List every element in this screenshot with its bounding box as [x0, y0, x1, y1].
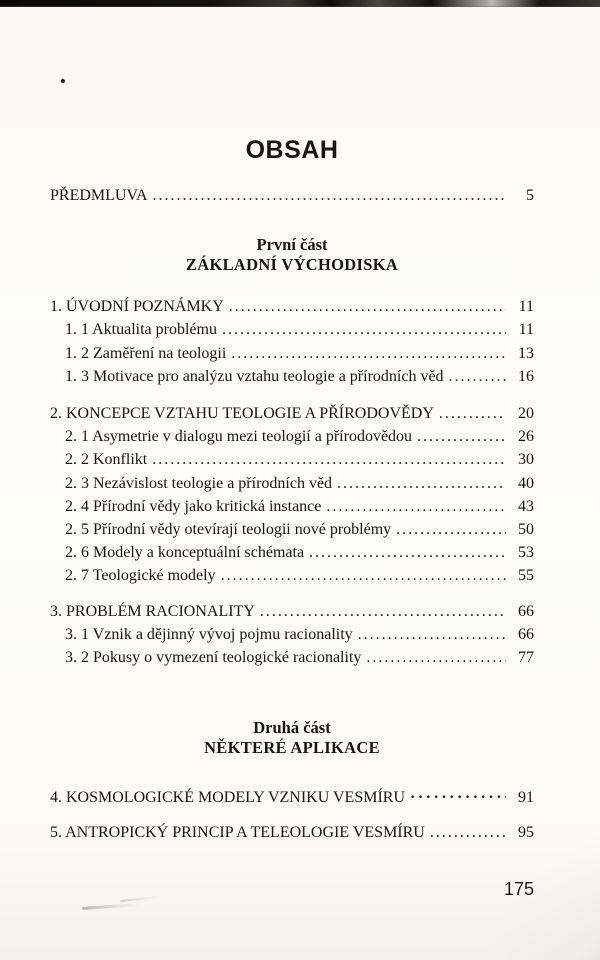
dot-leader — [222, 318, 506, 341]
toc-entry-label: 2. 5 Přírodní vědy otevírají teologii nové problémy — [65, 521, 392, 539]
dot-leader — [231, 342, 506, 365]
dot-leader — [396, 518, 506, 541]
toc-entry-page: 11 — [518, 321, 534, 339]
toc-entry-page: 66 — [518, 602, 534, 620]
toc-entry-page: 30 — [518, 451, 534, 469]
toc-entry-page: 40 — [518, 474, 534, 492]
toc-entry-preface — [50, 184, 534, 207]
toc-entry-label: 1. 2 Zaměření na teologii — [65, 344, 227, 362]
toc-entry-label: 4. KOSMOLOGICKÉ MODELY VZNIKU VESMÍRU — [50, 789, 405, 807]
toc-entry-page: 55 — [518, 567, 534, 585]
toc-entry-subsection — [50, 623, 534, 646]
scan-smudge-artifact — [82, 903, 140, 910]
dot-leader — [153, 184, 507, 207]
toc-entry-label: 1. 1 Aktualita problému — [65, 321, 217, 339]
toc-entry-label: 3. 1 Vznik a dějinný vývoj pojmu racionality — [65, 625, 353, 643]
toc-entry-subsection — [50, 448, 534, 471]
toc-entry-label: 3. PROBLÉM RACIONALITY — [50, 602, 255, 620]
part-label: Druhá část — [253, 718, 331, 738]
toc-entry-label: 2. 4 Přírodní vědy jako kritická instance — [65, 497, 322, 515]
toc-entry-label: 3. 2 Pokusy o vymezení teologické racionality — [65, 649, 362, 667]
scan-smudge-artifact — [120, 896, 160, 902]
toc-entry-page: 95 — [518, 824, 534, 842]
toc-entry-label: 5. ANTROPICKÝ PRINCIP A TELEOLOGIE VESMÍRU — [50, 824, 425, 842]
toc-entry-section — [50, 600, 534, 623]
toc-entry-section — [50, 786, 534, 809]
toc-entry-page: 77 — [518, 649, 534, 667]
toc-entry-subsection — [50, 518, 534, 541]
dot-leader — [326, 495, 506, 518]
toc-entry-subsection — [50, 646, 534, 669]
dot-leader — [366, 646, 506, 669]
dot-leader — [439, 402, 506, 425]
toc-section-group-1 — [50, 295, 534, 388]
toc-entry-page: 66 — [518, 625, 534, 643]
dot-leader — [410, 786, 506, 809]
toc-entry-page: 43 — [518, 497, 534, 515]
toc-entry-label: PŘEDMLUVA — [50, 187, 148, 204]
dot-leader — [229, 295, 506, 318]
toc-entry-page: 13 — [518, 344, 534, 362]
part-title: ZÁKLADNÍ VÝCHODISKA — [185, 254, 399, 274]
part-header-2 — [50, 718, 534, 757]
dot-leader — [260, 600, 506, 623]
toc-section-group-5 — [50, 821, 534, 844]
dot-leader — [337, 472, 506, 495]
toc-entry-page: 91 — [518, 789, 534, 807]
part-header-1 — [50, 235, 534, 274]
toc-section-group-3 — [50, 600, 534, 670]
toc-entry-label: 2. 1 Asymetrie v dialogu mezi teologií a přírodovědou — [65, 428, 413, 446]
dot-leader — [358, 623, 506, 646]
part-title: NĚKTERÉ APLIKACE — [204, 737, 380, 757]
toc-section-group-2 — [50, 402, 534, 588]
toc-entry-page: 16 — [518, 367, 534, 385]
toc-entry-page: 26 — [518, 428, 534, 446]
toc-entry-page: 20 — [518, 405, 534, 423]
dot-leader — [430, 821, 506, 844]
dot-leader — [152, 448, 506, 471]
dot-leader — [309, 541, 506, 564]
toc-entry-label: 1. 3 Motivace pro analýzu vztahu teologie a přírodních věd — [65, 367, 444, 385]
toc-entry-subsection — [50, 472, 534, 495]
toc-entry-label: 2. 2 Konflikt — [65, 451, 148, 469]
table-of-contents — [50, 136, 534, 845]
toc-entry-page: 11 — [518, 298, 534, 316]
scan-edge-artifact-top — [0, 0, 600, 7]
dot-leader — [449, 365, 506, 388]
toc-entry-label: 2. 7 Teologické modely — [65, 567, 216, 585]
toc-entry-subsection — [50, 425, 534, 448]
toc-entry-subsection — [50, 564, 534, 587]
toc-entry-subsection — [50, 365, 534, 388]
page-title: OBSAH — [245, 136, 339, 164]
toc-entry-subsection — [50, 495, 534, 518]
toc-entry-subsection — [50, 342, 534, 365]
scan-speck-artifact — [60, 78, 65, 83]
toc-entry-label: 1. ÚVODNÍ POZNÁMKY — [50, 298, 224, 316]
dot-leader — [221, 564, 506, 587]
toc-entry-label: 2. 3 Nezávislost teologie a přírodních věd — [65, 474, 333, 492]
toc-entry-section — [50, 295, 534, 318]
toc-entry-page: 50 — [518, 521, 534, 539]
toc-entry-label: 2. KONCEPCE VZTAHU TEOLOGIE A PŘÍRODOVĚDY — [50, 405, 434, 423]
part-label: První část — [256, 235, 328, 255]
toc-section-group-4 — [50, 786, 534, 809]
toc-entry-page: 5 — [526, 187, 534, 204]
folio-page-number: 175 — [503, 879, 534, 899]
toc-entry-section — [50, 821, 534, 844]
toc-entry-page: 53 — [518, 544, 534, 562]
toc-entry-section — [50, 402, 534, 425]
dot-leader — [417, 425, 506, 448]
toc-entry-subsection — [50, 541, 534, 564]
toc-entry-subsection — [50, 318, 534, 341]
toc-entry-label: 2. 6 Modely a konceptuální schémata — [65, 544, 305, 562]
